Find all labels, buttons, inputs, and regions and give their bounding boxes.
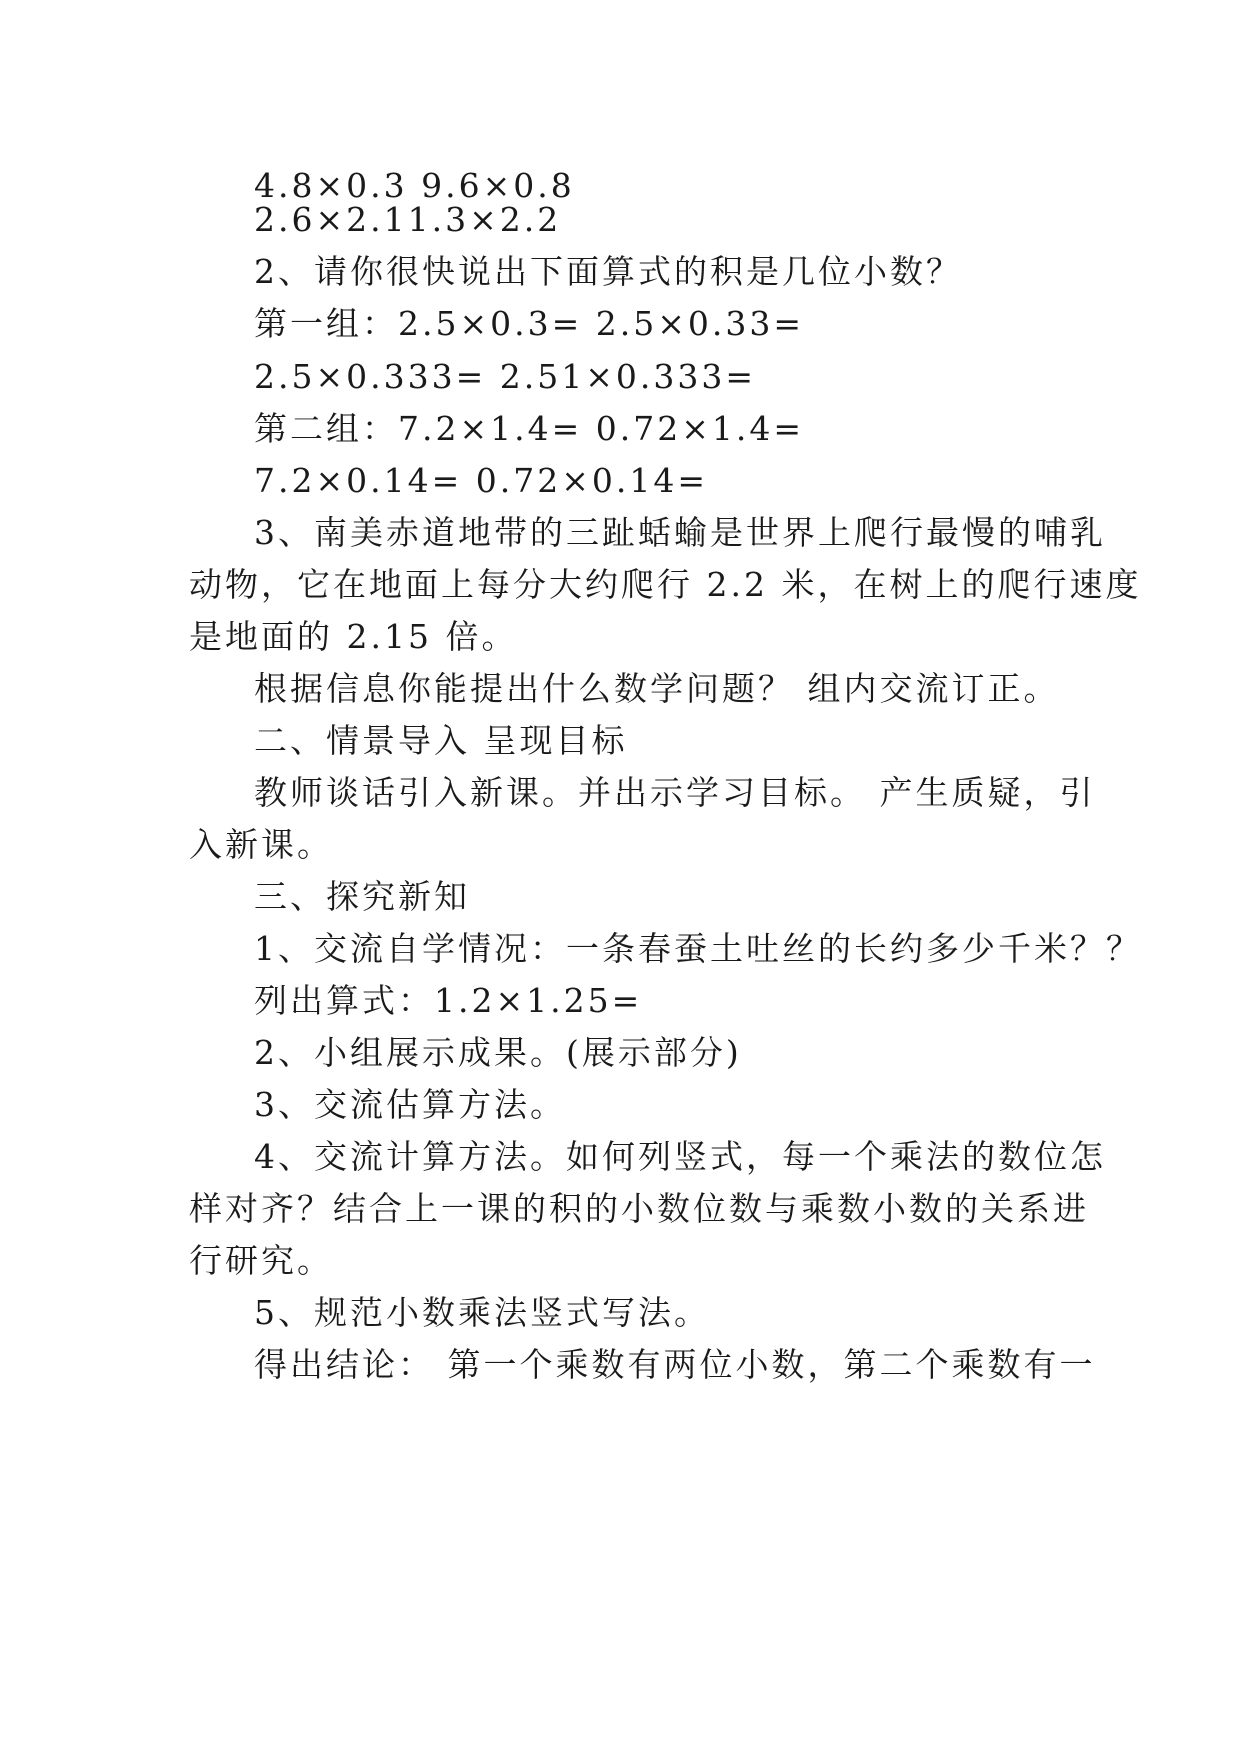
text-line: 第二组：7.2×1.4= 0.72×1.4= [254,409,805,448]
text-line: 3、南美赤道地带的三趾蛞蝓是世界上爬行最慢的哺乳 [254,513,1106,552]
text-line: 2.5×0.333= 2.51×0.333= [254,357,756,396]
text-line: 4.8×0.3 9.6×0.8 [254,166,575,205]
text-line: 样对齐？结合上一课的积的小数位数与乘数小数的关系进 [189,1189,1089,1228]
text-line: 是地面的 2.15 倍。 [189,617,518,656]
text-line: 入新课。 [189,825,333,864]
text-line: 3、交流估算方法。 [254,1085,566,1124]
text-line: 2.6×2.11.3×2.2 [254,200,562,239]
text-line: 根据信息你能提出什么数学问题？ 组内交流订正。 [254,669,1060,708]
text-line: 2、请你很快说出下面算式的积是几位小数？ [254,252,962,291]
text-line: 教师谈话引入新课。并出示学习目标。 产生质疑，引 [254,773,1096,812]
text-line: 1、交流自学情况：一条春蚕土吐丝的长约多少千米？？ [254,929,1142,968]
text-line: 三、探究新知 [254,877,470,916]
text-line: 二、情景导入 呈现目标 [254,721,628,760]
text-line: 列出算式：1.2×1.25= [254,981,643,1020]
text-line: 行研究。 [189,1241,333,1280]
text-line: 动物，它在地面上每分大约爬行 2.2 米，在树上的爬行速度 [189,565,1142,604]
text-line: 得出结论： 第一个乘数有两位小数，第二个乘数有一 [254,1345,1096,1384]
text-line: 7.2×0.14= 0.72×0.14= [254,461,709,500]
text-line: 4、交流计算方法。如何列竖式，每一个乘法的数位怎 [254,1137,1106,1176]
text-line: 第一组：2.5×0.3= 2.5×0.33= [254,304,805,343]
text-line: 5、规范小数乘法竖式写法。 [254,1293,710,1332]
text-line: 2、小组展示成果。(展示部分) [254,1033,742,1072]
